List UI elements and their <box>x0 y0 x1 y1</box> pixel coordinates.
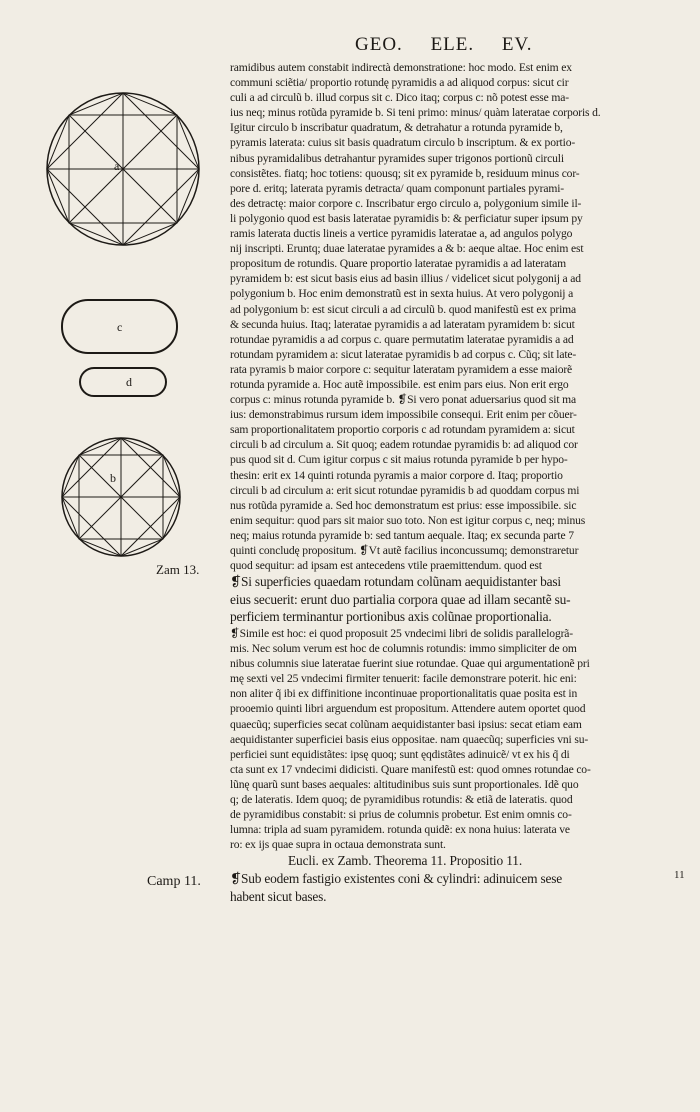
text-line: de pyramidibus constabit: si prius de columnis probetur. Est enim omnis co- <box>230 808 572 822</box>
margin-note-number: 11 <box>674 869 685 881</box>
text-line: ius: demonstrabimus rursum idem impossibile consequi. Erit enim per cõuer- <box>230 408 577 422</box>
text-line: quaecũq; superficies secat colũnam aequidistanter basi ipsius: secat etiam eam <box>230 717 582 731</box>
text-line: rotundam pyramidem a: sicut lateratae pyramidis b ad corpus c. Cũq; sit late- <box>230 347 577 361</box>
theorem-statement-line: habent sicut bases. <box>230 888 327 904</box>
text-line: sam proportionalitatem proportio corporis c ad rotundam pyramidem a: sicut <box>230 423 575 437</box>
circle-b-label: b <box>110 471 116 485</box>
text-line: nus rotũda pyramide a. Sed hoc demonstratum est prius: esse impossibile. sic <box>230 498 577 512</box>
circle-a-figure <box>47 93 199 245</box>
text-line: corpus c: minus rotunda pyramide b. ❡Si vero ponat aduersarius quod sit ma <box>230 393 577 407</box>
text-line: ramidibus autem constabit indirectà demonstratione: hoc modo. Est enim ex <box>230 61 572 74</box>
text-line: Igitur circulo b inscribatur quadratum, & detrahatur a rotunda pyramide b, <box>230 121 563 135</box>
proposition-line: perficiem terminantur portionibus axis colũnae proportionalia. <box>230 609 552 625</box>
text-line: prooemio quinti libri arguendum est propositum. Attendere autem oportet quod <box>230 702 586 716</box>
text-line: nibus pyramidalibus detrahantur pyramides super trigonos portionũ circuli <box>230 151 564 165</box>
geometric-figures <box>0 0 220 580</box>
text-line: thesin: erit ex 14 quinti rotunda pyramis a maior corpore d. Itaq; proportio <box>230 468 563 482</box>
text-line: neq; maius rotunda pyramide b: sed tantum aequale. Itaq; ex secunda parte 7 <box>230 528 574 542</box>
text-line: mę sexti vel 25 vndecimi firmiter tenuerit: facile demonstrare poterit. hic eni: <box>230 672 577 686</box>
margin-note-camp: Camp 11. <box>147 874 201 889</box>
text-line: ad polygonium b: est sicut circuli a ad circulũ b. quod manifestũ est ex prima <box>230 302 577 316</box>
text-line: enim sequitur: quod pars sit maior suo toto. Non est igitur corpus c, neq; minus <box>230 513 586 527</box>
text-line: nibus columnis siue lateratae fuerint siue rotundae. Quae qui argumentationẽ pri <box>230 657 590 671</box>
text-line: pyramidem b: est sicut basis eius ad basin illius / videlicet sicut polygonij a ad <box>230 272 581 286</box>
margin-note-zamb: Zam 13. <box>156 562 200 577</box>
text-line: rotunda pyramide a. Hoc autẽ impossibile. est enim pars eius. Non erit ergo <box>230 377 569 391</box>
oval-d <box>80 368 166 396</box>
text-line: rata pyramis b maior corpore c: sequitur lateratam pyramidem a esse maiorẽ <box>230 362 573 376</box>
text-line: nij inscripti. Eruntq; duae lateratae pyramides a & b: aeque altae. Hoc enim est <box>230 242 584 256</box>
text-line: polygonium b. Hoc enim demonstratũ est in sexta huius. At vero polygonij a <box>230 287 574 301</box>
text-line: aequidistanter superficiei basis eius oppositae. nam quaecũq; superficies vni su- <box>230 732 589 746</box>
oval-c-label: c <box>117 320 123 334</box>
text-line: lũnę quarũ sunt bases aequales: altitudinibus suis sunt proportionales. Idẽ quo <box>230 777 579 791</box>
text-line: propositum de rotundis. Quare proportio lateratae pyramidis a ad lateratam <box>230 257 566 271</box>
text-line: mis. Nec solum verum est hoc de columnis rotundis: immo simpliciter de om <box>230 642 577 656</box>
text-line: quinti concludę propositum. ❡Vt autẽ facilius inconcussumq; demonstraretur <box>230 544 579 557</box>
text-line: pore d. eritq; laterata pyramis detracta/ quam componunt partiales pyrami- <box>230 181 565 195</box>
text-line: ramis laterata ductis lineis a vertice pyramidis lateratae a, ad angulos polygo <box>230 227 573 241</box>
running-header <box>355 34 555 56</box>
proposition-line: eius secuerit: erunt duo partialia corpora quae ad illam secantẽ su- <box>230 591 571 607</box>
theorem-statement-line: ❡Sub eodem fastigio existentes coni & cylindri: adinuicem sese <box>230 871 563 887</box>
text-line: li polygonio quod est basis lateratae pyramidis b: & perficiatur super ipsum py <box>230 211 583 225</box>
text-line: & secunda huius. Itaq; lateratae pyramidis a ad lateratam pyramidem b: sicut <box>230 317 575 331</box>
text-line: cta sunt ex 17 vndecimi didicisti. Quare manifestũ est: quod omnes rotundae co- <box>230 762 591 776</box>
header-ev: EV. <box>501 34 533 55</box>
circle-a-label: a <box>114 159 120 173</box>
text-line: q; de lateratis. Idem quoq; de pyramidibus rotundis: & etiã de lateratis. quod <box>230 793 573 806</box>
proposition-line: ❡Si superficies quaedam rotundam colũnam aequidistanter basi <box>230 574 561 590</box>
text-line: circuli b ad circulum a: erit sicut rotundae pyramidis b ad quoddam corpus mi <box>230 483 580 497</box>
oval-d-label: d <box>126 375 132 389</box>
text-line: lumna: tripla ad suam pyramidem. rotunda quidẽ: ex nona huius: laterata ve <box>230 823 570 837</box>
text-line: perficiei sunt equidistãtes: ipsę quoq; sunt ęqdistãtes adinuicẽ/ vt ex his q̃ di <box>230 747 570 761</box>
header-ele: ELE. <box>430 34 475 55</box>
text-line: pus quod sit d. Cum igitur corpus c sit maius rotunda pyramide b per hypo- <box>230 453 568 467</box>
text-line: culi a ad circulũ b. illud corpus sit c. Dico itaq; corpus c: nõ potest esse ma- <box>230 91 569 105</box>
text-line: ius neq; minus rotũda pyramide b. Si teni primo: minus/ quàm lateratae corporis d. <box>230 106 601 120</box>
main-text-column <box>230 60 682 905</box>
text-line: consistẽtes. fiatq; hoc totiens: quousq; sit ex pyramide b, residuum minus cor- <box>230 166 580 180</box>
text-line: ❡Simile est hoc: ei quod proposuit 25 vndecimi libri de solidis parallelogrã- <box>230 626 574 640</box>
text-line: pyramis laterata: cuius sit basis quadratum circulo b inscriptum. & ex portio- <box>230 136 576 150</box>
text-line: circuli b ad circulum a. Sit quoq; eadem rotundae pyramidis b: ad aliquod cor <box>230 438 578 452</box>
text-line: non aliter q̃ ibi ex diffinitione incontinuae proportionalitatis quae posita est in <box>230 687 578 701</box>
text-line: communi sciẽtia/ proportio rotundę pyramidis a ad aliquod corpus: sicut cir <box>230 76 569 90</box>
text-line: rotundae pyramidis a ad corpus c. quare permutatim lateratae pyramidis a ad <box>230 332 574 346</box>
text-line: des detractę: maior corpore c. Inscribatur ergo circulo a, polygonium simile il- <box>230 196 582 210</box>
text-line: ro: ex ijs quae supra in octaua demonstrata sunt. <box>230 838 446 852</box>
circle-b-figure <box>62 438 180 556</box>
header-geo: GEO. <box>355 34 403 55</box>
text-line: quod sequitur: ad ipsam est antecedens vtile praemittendum. quod est <box>230 559 542 573</box>
theorem-title: Eucli. ex Zamb. Theorema 11. Propositio 11. <box>288 853 523 869</box>
